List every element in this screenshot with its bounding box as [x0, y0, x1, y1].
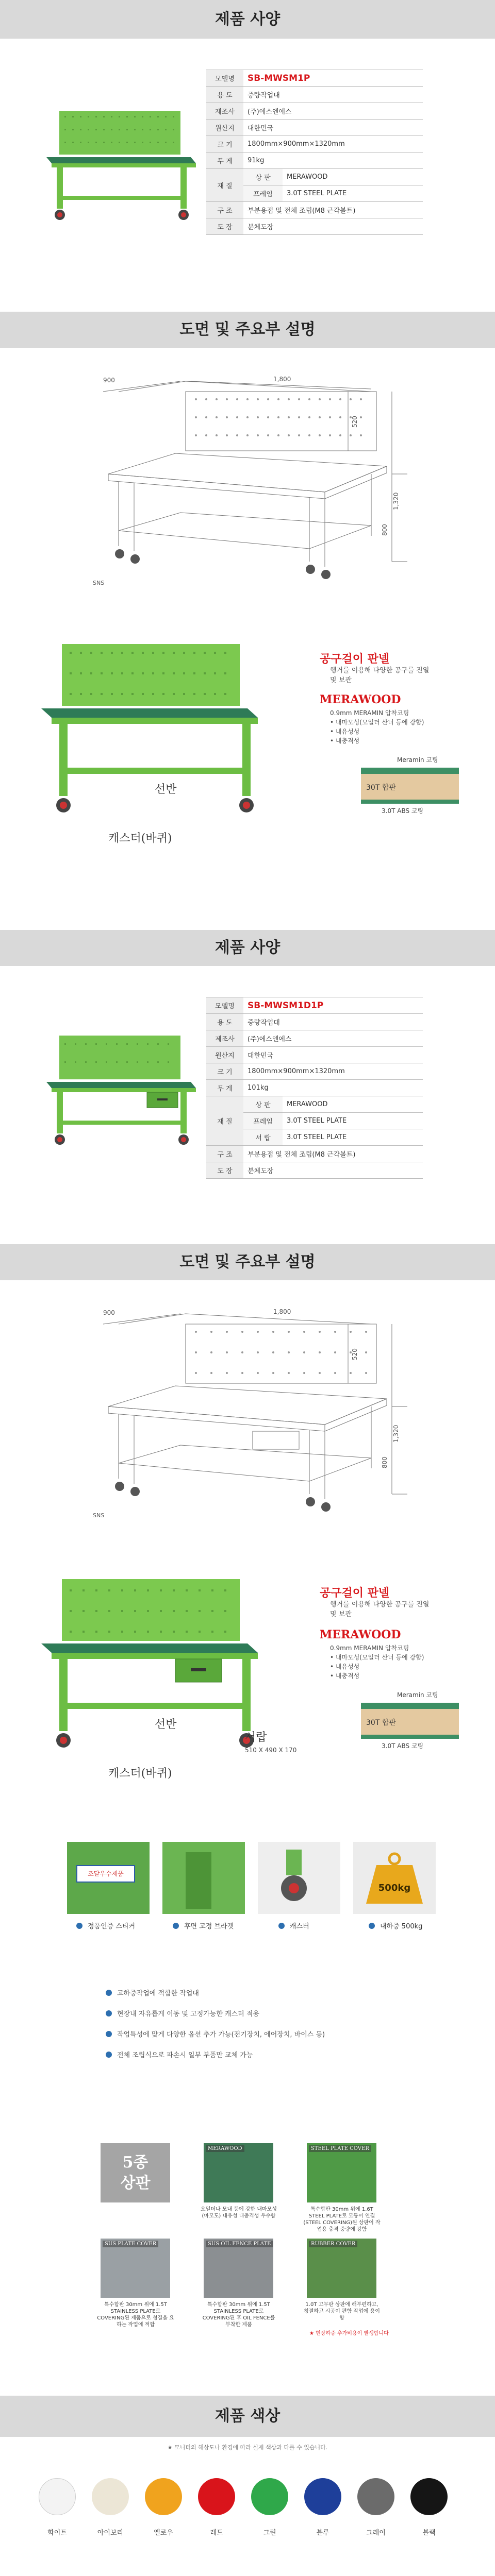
top-title: MERAWOOD [320, 693, 401, 706]
plates-title-box: 5종 상판 [101, 2143, 170, 2202]
top-desc-1: 0.9mm MERAMIN 압착코팅 [330, 1645, 409, 1652]
dim-width: 1,800 [273, 1309, 291, 1315]
weight-icon [364, 1850, 425, 1906]
thumb-caster [258, 1842, 340, 1914]
color-swatch-green [251, 2478, 288, 2515]
thumb-weight [353, 1842, 436, 1914]
technical-drawing-1 [82, 376, 412, 603]
thumb-sticker: 조달우수제품 [67, 1842, 150, 1914]
spec-row-material: 프레임 3.0T STEEL PLATE [206, 185, 423, 202]
spec-row: 제조사 (주)에스엔에스 [206, 103, 423, 120]
color-swatch-black [410, 2478, 448, 2515]
color-swatch-blue [304, 2478, 341, 2515]
svg-text:500kg: 500kg [378, 1883, 411, 1893]
color-label: 블랙 [422, 2529, 436, 2537]
top-desc-3: • 내유성성 [330, 1663, 360, 1670]
spec-row: 무 게 101kg [206, 1080, 423, 1096]
plate-caption: 1.0T 고무판 상판에 해부편하고, 청결하고 시공이 편함 작업에 용이함 [304, 2302, 380, 2321]
pegboard-title: 공구걸이 판넬 [320, 1586, 390, 1600]
top-desc-3: • 내유성성 [330, 728, 360, 735]
color-note: ★ 모니터의 해상도나 환경에 따라 실제 색상과 다를 수 있습니다. [167, 2444, 328, 2451]
spec-row: 용 도 중량작업대 [206, 87, 423, 103]
spec-row-material: 재 질 상 판 MERAWOOD [206, 169, 423, 185]
caster-label: 캐스터(바퀴) [108, 832, 172, 845]
color-label: 그린 [263, 2529, 276, 2537]
top-desc-2: • 내마모성(모일더 산너 등에 강함) [330, 1654, 424, 1661]
plate-sus-oil-fence: SUS OIL FENCE PLATE [204, 2239, 273, 2298]
plate-caption: 특수합판 30mm 위에 1.6T STEEL PLATE로 모퉁이 연결(STEEL COVERING)된 상판이 작업용 충격 중량에 강함 [303, 2207, 381, 2232]
top-desc-1: 0.9mm MERAMIN 압착코팅 [330, 709, 409, 717]
dim-width: 1,800 [273, 376, 291, 383]
color-section-title: 제품 색상 [0, 2396, 495, 2437]
spec-row-material: 프레임 3.0T STEEL PLATE [206, 1113, 423, 1129]
spec-row: 무 게 91kg [206, 152, 423, 169]
thumb-caption-3: 캐스터 [278, 1921, 309, 1930]
spec-row: 크 기 1800mm×900mm×1320mm [206, 136, 423, 152]
color-label: 그레이 [366, 2529, 386, 2537]
drawer-size: 510 X 490 X 170 [245, 1747, 297, 1754]
brand-logo: SNS [93, 580, 105, 586]
spec-row: 제조사 (주)에스엔에스 [206, 1030, 423, 1047]
dim-panel: 520 [351, 416, 358, 428]
layer-abs [361, 800, 459, 804]
spec-row: 원산지 대한민국 [206, 120, 423, 136]
thumb-bracket [162, 1842, 245, 1914]
spec-row: 구 조 부분용접 및 전체 조립(M8 근각볼트) [206, 1146, 423, 1162]
plate-sus: SUS PLATE COVER [101, 2239, 170, 2298]
color-swatch-red [198, 2478, 235, 2515]
pegboard-desc: 행거를 이용해 다양한 공구를 진열 및 보관 [330, 667, 430, 684]
plate-caption: 특수합판 30mm 위에 1.5T STAINLESS PLATE로 COVERING된 제품으로 청결을 요하는 작업에 적합 [97, 2302, 174, 2328]
layer-diagram-1: Meramin 코팅 30T 합판 3.0T ABS 코팅 [361, 752, 459, 817]
spec-section-title: 제품 사양 [0, 0, 495, 39]
workbench-parts-photo-2 [41, 1577, 263, 1752]
plate-rubber: RUBBER COVER [307, 2239, 376, 2298]
color-swatch-gray [357, 2478, 394, 2515]
pegboard-desc: 행거를 이용해 다양한 공구를 진열 및 보관 [330, 1601, 430, 1618]
top-desc-4: • 내충격성 [330, 737, 360, 744]
spec-row: 도 장 분체도장 [206, 218, 423, 235]
spec-row-model: 모델명 SB-MWSM1D1P [206, 997, 423, 1014]
shelf-label: 선반 [155, 783, 177, 796]
color-swatch-ivory [92, 2478, 129, 2515]
dim-panel: 520 [351, 1348, 358, 1360]
feature-item: 전체 조립식으로 파손시 일부 부품만 교체 가능 [106, 2049, 253, 2059]
drawing-section-title: 도면 및 주요부 설명 [0, 312, 495, 348]
top-title: MERAWOOD [320, 1628, 401, 1641]
spec-row: 용 도 중량작업대 [206, 1014, 423, 1030]
workbench-photo-2 [44, 1030, 199, 1149]
spec-row-material: 서 랍 3.0T STEEL PLATE [206, 1129, 423, 1146]
plate-caption: 특수합판 30mm 위에 1.5T STAINLESS PLATE로 COVERING된 후 OIL FENCE를 부착한 제품 [202, 2302, 275, 2328]
drawer-label: 서랍 [245, 1731, 267, 1744]
drawing-section-title-2: 도면 및 주요부 설명 [0, 1244, 495, 1280]
plate-caption: 오일더나 모내 등에 강한 내마모성(마모도) 내유성 내충격성 우수함 [201, 2207, 277, 2219]
spec-row: 크 기 1800mm×900mm×1320mm [206, 1063, 423, 1080]
dim-height-total: 1,320 [392, 1425, 400, 1443]
thumb-caption-1: 정품인증 스티커 [76, 1921, 135, 1930]
layer-meramin [361, 768, 459, 774]
layer-diagram-2: Meramin 코팅 30T 합판 3.0T ABS 코팅 [361, 1687, 459, 1752]
model-name: SB-MWSM1P [248, 73, 310, 83]
model-name: SB-MWSM1D1P [248, 1000, 324, 1011]
workbench-photo-1 [44, 106, 199, 224]
shelf-label: 선반 [155, 1718, 177, 1731]
feature-item: 현장내 자유롭게 이동 및 고정가능한 캐스터 적용 [106, 2008, 259, 2018]
color-label: 화이트 [47, 2529, 67, 2537]
spec-table-1 [206, 70, 423, 235]
caster-label: 캐스터(바퀴) [108, 1767, 172, 1780]
spec-section-title-2: 제품 사양 [0, 930, 495, 966]
thumb-caption-2: 후면 고정 브라켓 [173, 1921, 234, 1930]
spec-row: 도 장 분체도장 [206, 1162, 423, 1179]
feature-item: 작업특성에 맞게 다양한 옵션 추가 가능(전기장치, 에어장치, 바이스 등) [106, 2029, 325, 2039]
dim-height-total: 1,320 [392, 492, 400, 510]
dim-depth: 900 [103, 1309, 115, 1316]
top-desc-2: • 내마모성(모일더 산너 등에 강함) [330, 719, 424, 726]
plates-footnote: ★ 현장하중 추가비용이 발생합니다 [309, 2331, 389, 2336]
brand-logo: SNS [93, 1512, 105, 1519]
workbench-parts-photo-1 [41, 641, 263, 817]
technical-drawing-2 [82, 1309, 412, 1535]
color-swatch-yellow [145, 2478, 182, 2515]
color-label: 아이보리 [97, 2529, 124, 2537]
color-swatch-white [39, 2478, 76, 2515]
spec-row-material: 재 질 상 판 MERAWOOD [206, 1096, 423, 1113]
pegboard-title: 공구걸이 판넬 [320, 652, 390, 666]
spec-row-model: 모델명 SB-MWSM1P [206, 70, 423, 87]
color-label: 레드 [210, 2529, 223, 2537]
top-desc-4: • 내충격성 [330, 1672, 360, 1680]
spec-row: 구 조 부분용접 및 전체 조립(M8 근각볼트) [206, 202, 423, 218]
spec-table-2 [206, 997, 423, 1179]
color-label: 블루 [316, 2529, 329, 2537]
dim-height-table: 800 [381, 524, 388, 536]
dim-depth: 900 [103, 377, 115, 384]
plate-merawood: MERAWOOD [204, 2143, 273, 2202]
spec-row: 원산지 대한민국 [206, 1047, 423, 1063]
dim-height-table: 800 [381, 1456, 388, 1468]
feature-item: 고하중작업에 적합한 작업대 [106, 1988, 199, 1997]
color-label: 옐로우 [154, 2529, 173, 2537]
thumb-caption-4: 내하중 500kg [369, 1921, 422, 1930]
plate-steel: STEEL PLATE COVER [307, 2143, 376, 2202]
